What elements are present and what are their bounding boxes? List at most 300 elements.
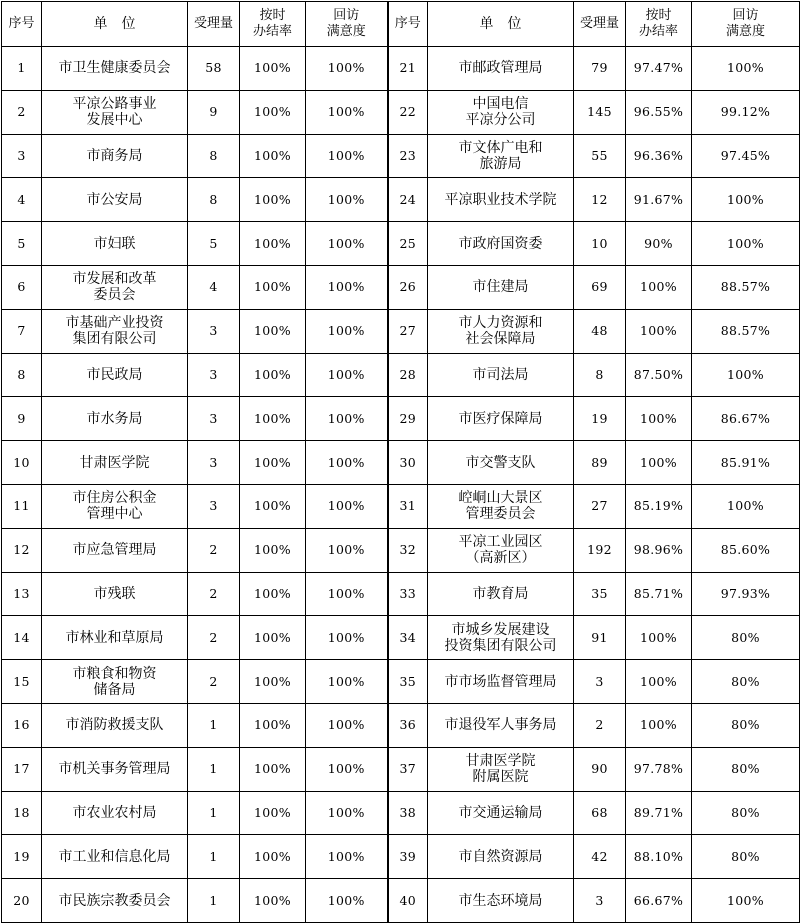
accepted-cell-left [188, 353, 240, 397]
accepted-cell-text: 55 [591, 147, 608, 163]
ontime-rate-cell-right [626, 879, 692, 923]
ontime-rate-cell-text: 100% [254, 191, 291, 207]
ontime-rate-cell-text: 100% [254, 804, 291, 820]
accepted-cell-left [188, 616, 240, 660]
ontime-rate-cell-right [626, 265, 692, 309]
satisfaction-cell-right [692, 397, 800, 441]
unit-cell-text: 甘肃医学院 [79, 454, 150, 471]
accepted-cell-text: 1 [209, 848, 218, 864]
ontime-rate-cell-right [626, 47, 692, 91]
accepted-cell-text: 2 [209, 673, 218, 689]
ontime-rate-cell-right [626, 616, 692, 660]
satisfaction-cell-text: 88.57% [720, 323, 771, 339]
satisfaction-cell-right [692, 484, 800, 528]
seq-cell-right [388, 222, 428, 266]
ontime-rate-cell-left [240, 835, 306, 879]
satisfaction-cell-text: 100% [327, 717, 365, 733]
satisfaction-cell-text: 100% [727, 892, 764, 908]
seq-cell-right [388, 660, 428, 704]
ontime-rate-cell-text: 90% [644, 235, 673, 251]
accepted-cell-text: 42 [591, 848, 608, 864]
seq-cell-left [2, 791, 42, 835]
accepted-cell-text: 48 [591, 323, 608, 339]
unit-cell-left [42, 879, 188, 923]
satisfaction-cell-text: 80% [731, 761, 760, 777]
unit-cell-right [428, 222, 574, 266]
satisfaction-cell-right [692, 309, 800, 353]
satisfaction-cell-text: 100% [327, 585, 365, 601]
ontime-rate-cell-right [626, 90, 692, 134]
satisfaction-cell-text: 80% [731, 804, 760, 820]
unit-cell-text: 平凉工业园区 （高新区） [458, 534, 543, 567]
table-row [2, 791, 800, 835]
seq-cell-text: 23 [399, 147, 416, 163]
satisfaction-cell-left [306, 791, 388, 835]
seq-cell-text: 21 [399, 60, 416, 76]
accepted-cell-text: 1 [209, 717, 218, 733]
ontime-rate-cell-left [240, 309, 306, 353]
seq-cell-text: 4 [17, 191, 26, 207]
unit-cell-right [428, 134, 574, 178]
accepted-cell-right [574, 835, 626, 879]
ontime-rate-cell-right [626, 747, 692, 791]
accepted-cell-left [188, 572, 240, 616]
satisfaction-cell-left [306, 178, 388, 222]
ontime-rate-cell-text: 100% [254, 717, 291, 733]
accepted-cell-text: 19 [591, 410, 608, 426]
accepted-cell-right [574, 616, 626, 660]
accepted-cell-right [574, 484, 626, 528]
seq-cell-left [2, 747, 42, 791]
unit-cell-text: 市文体广电和 旅游局 [458, 139, 543, 172]
seq-cell-text: 10 [13, 454, 30, 470]
satisfaction-cell-text: 100% [327, 454, 365, 470]
satisfaction-cell-right [692, 90, 800, 134]
satisfaction-cell-text: 97.45% [720, 147, 771, 163]
seq-cell-left [2, 484, 42, 528]
seq-cell-text: 8 [17, 366, 26, 382]
seq-cell-right [388, 484, 428, 528]
satisfaction-cell-text: 99.12% [720, 104, 771, 120]
ontime-rate-cell-left [240, 484, 306, 528]
satisfaction-cell-right [692, 747, 800, 791]
seq-cell-left [2, 134, 42, 178]
satisfaction-cell-text: 100% [327, 410, 365, 426]
accepted-cell-left [188, 178, 240, 222]
ontime-rate-cell-left [240, 353, 306, 397]
satisfaction-cell-right [692, 572, 800, 616]
seq-cell-left [2, 309, 42, 353]
seq-cell-left [2, 616, 42, 660]
table-row [2, 353, 800, 397]
satisfaction-cell-right [692, 791, 800, 835]
ontime-rate-cell-text: 100% [254, 104, 291, 120]
accepted-cell-text: 8 [595, 366, 604, 382]
ontime-rate-cell-text: 100% [640, 673, 677, 689]
table-row [2, 747, 800, 791]
unit-cell-text: 市机关事务管理局 [58, 761, 171, 778]
satisfaction-cell-left [306, 835, 388, 879]
accepted-cell-text: 3 [209, 366, 218, 382]
unit-cell-text: 市应急管理局 [72, 542, 157, 559]
accepted-cell-text: 91 [591, 629, 608, 645]
seq-cell-text: 7 [17, 323, 26, 339]
seq-cell-left [2, 441, 42, 485]
table-row [2, 528, 800, 572]
accepted-cell-text: 3 [209, 454, 218, 470]
unit-cell-left [42, 572, 188, 616]
table-row [2, 397, 800, 441]
seq-cell-right [388, 703, 428, 747]
header-satisfaction-right [692, 2, 800, 47]
accepted-cell-text: 10 [591, 235, 608, 251]
seq-cell-text: 11 [13, 498, 30, 514]
table-body [2, 47, 800, 923]
unit-cell-text: 市林业和草原局 [65, 629, 164, 646]
satisfaction-cell-text: 97.93% [720, 585, 771, 601]
ontime-rate-cell-text: 100% [640, 323, 677, 339]
ontime-rate-cell-text: 87.50% [633, 366, 684, 382]
seq-cell-text: 36 [399, 717, 416, 733]
unit-cell-left [42, 353, 188, 397]
satisfaction-cell-left [306, 222, 388, 266]
accepted-cell-text: 2 [595, 717, 604, 733]
unit-cell-left [42, 222, 188, 266]
ontime-rate-cell-text: 66.67% [633, 892, 684, 908]
accepted-cell-left [188, 835, 240, 879]
ontime-rate-cell-left [240, 616, 306, 660]
header-accepted-right: 受理量 [574, 2, 626, 47]
ontime-rate-cell-left [240, 572, 306, 616]
ontime-rate-cell-text: 100% [254, 454, 291, 470]
satisfaction-cell-text: 100% [327, 147, 365, 163]
ontime-rate-cell-left [240, 791, 306, 835]
unit-cell-text: 市医疗保障局 [458, 410, 543, 427]
accepted-cell-right [574, 309, 626, 353]
ontime-rate-cell-right [626, 528, 692, 572]
unit-cell-text: 市商务局 [86, 147, 143, 164]
unit-cell-right [428, 353, 574, 397]
unit-cell-left [42, 90, 188, 134]
satisfaction-cell-left [306, 747, 388, 791]
satisfaction-cell-text: 85.91% [720, 454, 771, 470]
seq-cell-right [388, 397, 428, 441]
table-row [2, 835, 800, 879]
seq-cell-text: 25 [399, 235, 416, 251]
seq-cell-left [2, 47, 42, 91]
accepted-cell-text: 68 [591, 804, 608, 820]
seq-cell-text: 26 [399, 279, 416, 295]
table-row [2, 572, 800, 616]
ontime-rate-cell-text: 98.96% [633, 542, 684, 558]
seq-cell-right [388, 90, 428, 134]
unit-cell-text: 崆峒山大景区 管理委员会 [458, 490, 543, 523]
ontime-rate-cell-right [626, 703, 692, 747]
table-row [2, 90, 800, 134]
satisfaction-cell-right [692, 616, 800, 660]
header-unit-right: 单 位 [428, 2, 574, 47]
header-seq-left: 序号 [2, 2, 42, 47]
accepted-cell-right [574, 747, 626, 791]
header-satisfaction-left [306, 2, 388, 47]
unit-cell-right [428, 879, 574, 923]
ontime-rate-cell-text: 100% [254, 410, 291, 426]
accepted-cell-left [188, 397, 240, 441]
ontime-rate-cell-text: 100% [640, 279, 677, 295]
unit-cell-text: 市消防救援支队 [65, 717, 164, 734]
satisfaction-cell-right [692, 528, 800, 572]
statistics-table [1, 1, 800, 923]
accepted-cell-left [188, 309, 240, 353]
unit-cell-text: 市工业和信息化局 [58, 848, 171, 865]
ontime-rate-cell-right [626, 441, 692, 485]
unit-cell-text: 市生态环境局 [458, 892, 543, 909]
unit-cell-left [42, 484, 188, 528]
accepted-cell-right [574, 572, 626, 616]
satisfaction-cell-text: 100% [727, 60, 764, 76]
accepted-cell-text: 35 [591, 585, 608, 601]
accepted-cell-text: 1 [209, 804, 218, 820]
unit-cell-left [42, 616, 188, 660]
ontime-rate-cell-text: 100% [254, 892, 291, 908]
ontime-rate-cell-right [626, 484, 692, 528]
satisfaction-cell-text: 100% [727, 366, 764, 382]
seq-cell-right [388, 441, 428, 485]
satisfaction-cell-left [306, 703, 388, 747]
unit-cell-text: 市政府国资委 [458, 235, 543, 252]
seq-cell-text: 13 [13, 585, 30, 601]
seq-cell-text: 28 [399, 366, 416, 382]
unit-cell-right [428, 47, 574, 91]
ontime-rate-cell-text: 100% [254, 848, 291, 864]
satisfaction-cell-text: 100% [327, 848, 365, 864]
table-row [2, 616, 800, 660]
seq-cell-text: 39 [399, 848, 416, 864]
ontime-rate-cell-right [626, 309, 692, 353]
seq-cell-text: 2 [17, 104, 26, 120]
table-row [2, 178, 800, 222]
unit-cell-text: 市残联 [93, 585, 136, 602]
accepted-cell-text: 4 [209, 279, 218, 295]
accepted-cell-right [574, 90, 626, 134]
unit-cell-text: 市民族宗教委员会 [58, 892, 171, 909]
ontime-rate-cell-text: 100% [254, 629, 291, 645]
unit-cell-right [428, 90, 574, 134]
ontime-rate-cell-text: 100% [254, 147, 291, 163]
seq-cell-right [388, 616, 428, 660]
seq-cell-text: 30 [399, 454, 416, 470]
seq-cell-left [2, 397, 42, 441]
ontime-rate-cell-left [240, 134, 306, 178]
ontime-rate-cell-text: 100% [254, 60, 291, 76]
satisfaction-cell-left [306, 90, 388, 134]
satisfaction-cell-text: 80% [731, 717, 760, 733]
accepted-cell-text: 8 [209, 191, 218, 207]
satisfaction-cell-right [692, 265, 800, 309]
ontime-rate-cell-left [240, 90, 306, 134]
satisfaction-cell-text: 100% [327, 804, 365, 820]
seq-cell-left [2, 572, 42, 616]
ontime-rate-cell-text: 85.71% [633, 585, 684, 601]
satisfaction-cell-text: 100% [727, 498, 764, 514]
seq-cell-text: 16 [13, 717, 30, 733]
seq-cell-text: 34 [399, 629, 416, 645]
satisfaction-cell-right [692, 835, 800, 879]
unit-cell-right [428, 397, 574, 441]
satisfaction-cell-left [306, 484, 388, 528]
satisfaction-cell-right [692, 660, 800, 704]
unit-cell-right [428, 747, 574, 791]
unit-cell-text: 市水务局 [86, 410, 143, 427]
satisfaction-cell-left [306, 309, 388, 353]
seq-cell-left [2, 90, 42, 134]
ontime-rate-cell-left [240, 441, 306, 485]
ontime-rate-cell-left [240, 528, 306, 572]
unit-cell-text: 市邮政管理局 [458, 60, 543, 77]
header-ontime-right-text: 按时 办结率 [638, 8, 678, 39]
satisfaction-cell-right [692, 178, 800, 222]
satisfaction-cell-text: 100% [327, 498, 365, 514]
accepted-cell-right [574, 222, 626, 266]
seq-cell-text: 22 [399, 104, 416, 120]
unit-cell-text: 平凉公路事业 发展中心 [72, 96, 157, 129]
seq-cell-text: 18 [13, 804, 30, 820]
accepted-cell-right [574, 791, 626, 835]
unit-cell-left [42, 747, 188, 791]
unit-cell-text: 市公安局 [86, 191, 143, 208]
ontime-rate-cell-left [240, 703, 306, 747]
header-row [2, 2, 800, 47]
table-row [2, 134, 800, 178]
accepted-cell-left [188, 528, 240, 572]
accepted-cell-text: 27 [591, 498, 608, 514]
seq-cell-text: 38 [399, 804, 416, 820]
seq-cell-right [388, 835, 428, 879]
seq-cell-text: 31 [399, 498, 416, 514]
header-ontime-left [240, 2, 306, 47]
header-ontime-right [626, 2, 692, 47]
satisfaction-cell-right [692, 879, 800, 923]
unit-cell-text: 市发展和改革 委员会 [72, 271, 157, 304]
satisfaction-cell-text: 100% [327, 629, 365, 645]
ontime-rate-cell-right [626, 134, 692, 178]
satisfaction-cell-left [306, 441, 388, 485]
accepted-cell-text: 58 [205, 60, 222, 76]
unit-cell-right [428, 484, 574, 528]
satisfaction-cell-text: 100% [327, 323, 365, 339]
header-unit-left: 单 位 [42, 2, 188, 47]
satisfaction-cell-right [692, 47, 800, 91]
satisfaction-cell-text: 100% [327, 673, 365, 689]
satisfaction-cell-text: 80% [731, 848, 760, 864]
seq-cell-right [388, 528, 428, 572]
seq-cell-right [388, 309, 428, 353]
satisfaction-cell-left [306, 265, 388, 309]
unit-cell-left [42, 660, 188, 704]
header-accepted-left: 受理量 [188, 2, 240, 47]
satisfaction-cell-text: 100% [327, 761, 365, 777]
satisfaction-cell-text: 100% [727, 235, 764, 251]
header-ontime-left-text: 按时 办结率 [252, 8, 292, 39]
ontime-rate-cell-text: 100% [254, 235, 291, 251]
satisfaction-cell-left [306, 47, 388, 91]
ontime-rate-cell-right [626, 397, 692, 441]
unit-cell-text: 市司法局 [472, 366, 529, 383]
table-row [2, 484, 800, 528]
ontime-rate-cell-right [626, 660, 692, 704]
accepted-cell-right [574, 441, 626, 485]
accepted-cell-text: 9 [209, 104, 218, 120]
ontime-rate-cell-text: 100% [254, 323, 291, 339]
seq-cell-text: 19 [13, 848, 30, 864]
accepted-cell-text: 3 [209, 498, 218, 514]
satisfaction-cell-right [692, 441, 800, 485]
satisfaction-cell-text: 100% [327, 104, 365, 120]
ontime-rate-cell-text: 97.78% [633, 761, 684, 777]
accepted-cell-right [574, 134, 626, 178]
unit-cell-left [42, 397, 188, 441]
seq-cell-left [2, 660, 42, 704]
satisfaction-cell-left [306, 660, 388, 704]
seq-cell-left [2, 703, 42, 747]
unit-cell-left [42, 703, 188, 747]
ontime-rate-cell-right [626, 222, 692, 266]
seq-cell-left [2, 528, 42, 572]
unit-cell-left [42, 791, 188, 835]
ontime-rate-cell-text: 100% [640, 629, 677, 645]
table-row [2, 660, 800, 704]
accepted-cell-right [574, 660, 626, 704]
accepted-cell-left [188, 660, 240, 704]
table-row [2, 222, 800, 266]
seq-cell-text: 27 [399, 323, 416, 339]
satisfaction-cell-left [306, 397, 388, 441]
accepted-cell-text: 1 [209, 892, 218, 908]
ontime-rate-cell-text: 88.10% [633, 848, 684, 864]
accepted-cell-text: 1 [209, 761, 218, 777]
unit-cell-left [42, 528, 188, 572]
seq-cell-text: 1 [17, 60, 26, 76]
satisfaction-cell-left [306, 879, 388, 923]
ontime-rate-cell-left [240, 265, 306, 309]
unit-cell-left [42, 178, 188, 222]
ontime-rate-cell-text: 97.47% [633, 60, 684, 76]
satisfaction-cell-right [692, 134, 800, 178]
seq-cell-text: 32 [399, 542, 416, 558]
accepted-cell-text: 2 [209, 542, 218, 558]
satisfaction-cell-text: 100% [327, 542, 365, 558]
accepted-cell-text: 69 [591, 279, 608, 295]
satisfaction-cell-text: 100% [327, 892, 365, 908]
unit-cell-text: 中国电信 平凉分公司 [465, 96, 536, 129]
seq-cell-text: 6 [17, 279, 26, 295]
seq-cell-text: 9 [17, 410, 26, 426]
ontime-rate-cell-right [626, 178, 692, 222]
unit-cell-text: 市退役军人事务局 [444, 717, 557, 734]
unit-cell-text: 市农业农村局 [72, 804, 157, 821]
unit-cell-right [428, 528, 574, 572]
ontime-rate-cell-text: 100% [640, 410, 677, 426]
seq-cell-right [388, 265, 428, 309]
satisfaction-cell-text: 100% [327, 366, 365, 382]
unit-cell-text: 市交警支队 [465, 454, 536, 471]
accepted-cell-text: 12 [591, 191, 608, 207]
unit-cell-text: 市妇联 [93, 235, 136, 252]
seq-cell-text: 37 [399, 761, 416, 777]
seq-cell-text: 40 [399, 892, 416, 908]
accepted-cell-right [574, 178, 626, 222]
accepted-cell-right [574, 397, 626, 441]
